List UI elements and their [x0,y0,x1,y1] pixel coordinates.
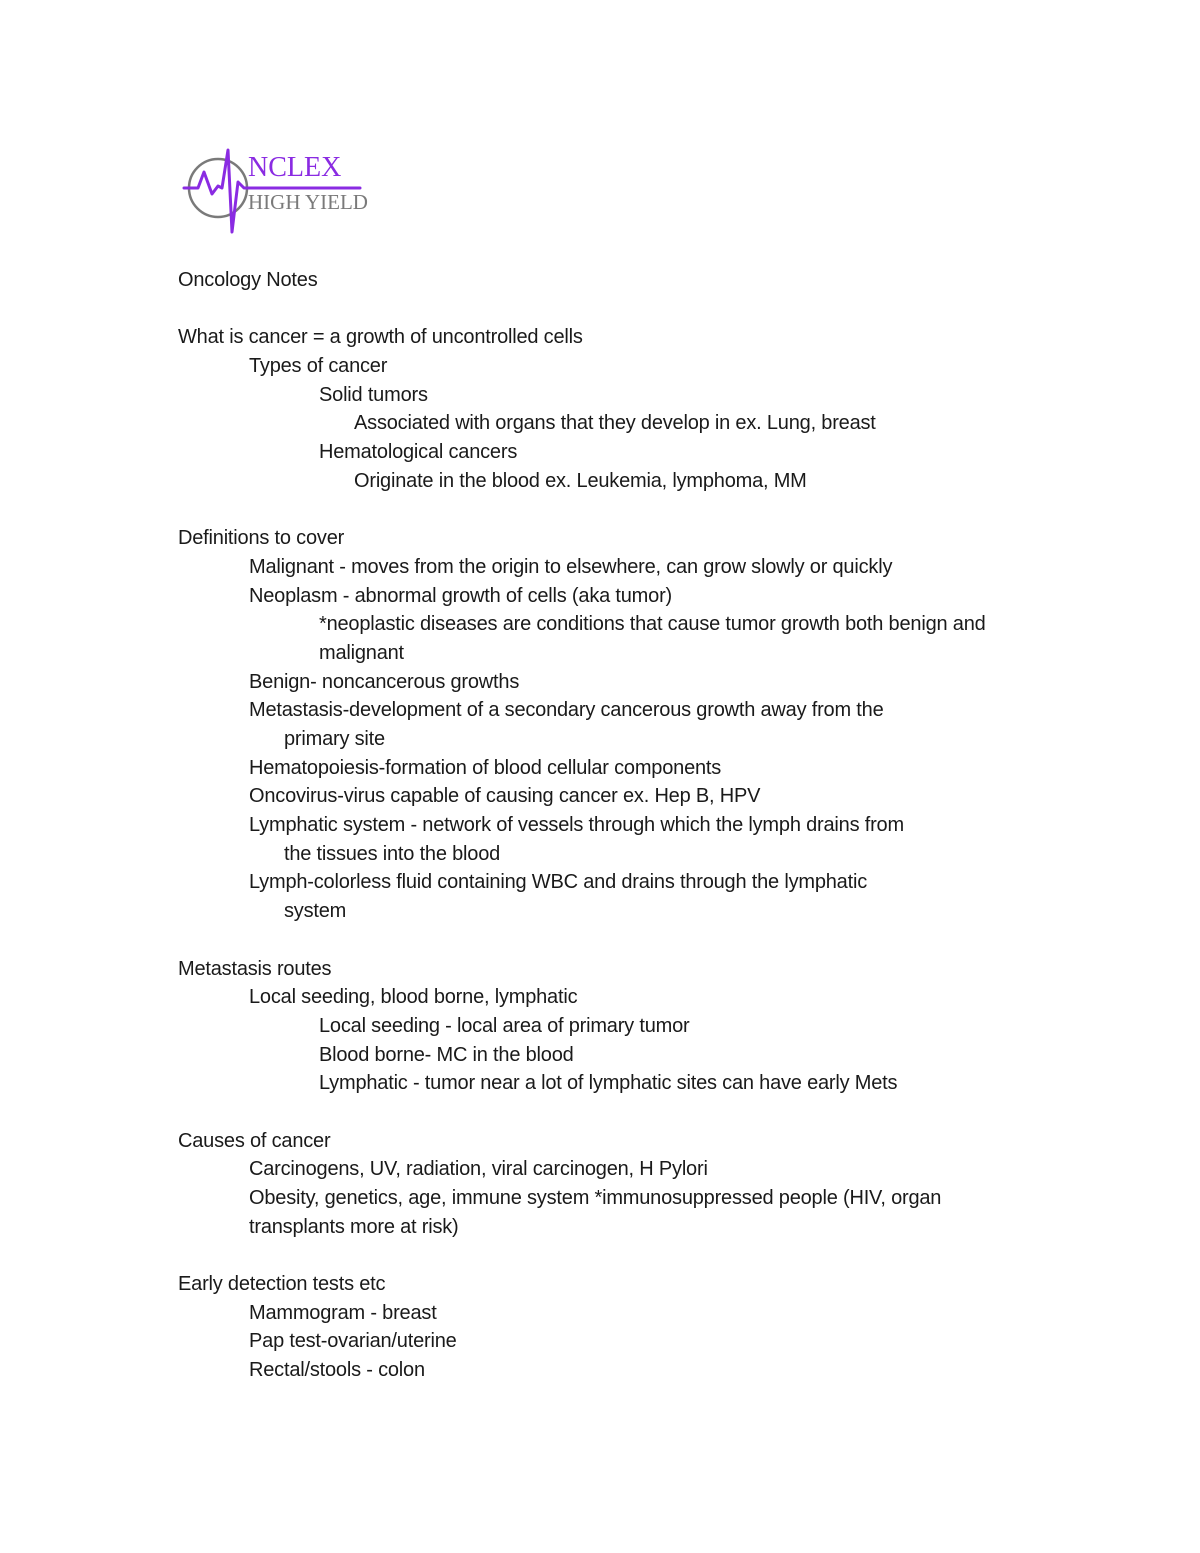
heartbeat-logo-icon [180,142,400,242]
list-item: Obesity, genetics, age, immune system *immunosuppressed people (HIV, organ [249,1187,942,1209]
list-item: transplants more at risk) [249,1215,459,1238]
list-item: Solid tumors [319,383,428,406]
list-item: Lymphatic - tumor near a lot of lymphatic sites can have early Mets [319,1072,898,1095]
list-item: Originate in the blood ex. Leukemia, lymphoma, MM [354,469,807,492]
list-item: primary site [284,728,385,750]
list-item: Pap test-ovarian/uterine [249,1330,457,1353]
nclex-high-yield-logo [180,142,400,242]
list-item: Oncovirus-virus capable of causing cancer ex. Hep B, HPV [249,785,761,808]
logo-high-yield-text: HIGH YIELD [248,190,368,214]
section-heading-cancer: What is cancer = a growth of uncontrolled cells [178,326,583,349]
list-item: Types of cancer [249,355,388,378]
list-item: Hematological cancers [319,441,518,464]
list-item: Local seeding - local area of primary tumor [319,1014,690,1037]
list-item: Neoplasm - abnormal growth of cells (aka tumor) [249,584,672,607]
list-item: Metastasis-development of a secondary cancerous growth away from the [249,699,884,722]
list-item: Blood borne- MC in the blood [319,1043,574,1066]
list-item: *neoplastic diseases are conditions that cause tumor growth both benign and [319,613,986,636]
section-heading-definitions: Definitions to cover [178,527,345,550]
list-item: Hematopoiesis-formation of blood cellular components [249,756,722,779]
section-heading-routes: Metastasis routes [178,957,332,980]
page-title: Oncology Notes [178,269,318,291]
list-item: Malignant - moves from the origin to elsewhere, can grow slowly or quickly [249,555,893,578]
section-heading-causes: Causes of cancer [178,1129,331,1152]
section-heading-detection: Early detection tests etc [178,1273,386,1296]
list-item: Carcinogens, UV, radiation, viral carcinogen, H Pylori [249,1158,708,1181]
notes-content [178,266,1078,1385]
list-item: Lymph-colorless fluid containing WBC and drains through the lymphatic [249,871,867,894]
list-item: Rectal/stools - colon [249,1359,425,1382]
list-item: Lymphatic system - network of vessels through which the lymph drains from [249,814,904,837]
list-item: Benign- noncancerous growths [249,670,520,693]
logo-nclex-text: NCLEX [248,152,342,183]
list-item: the tissues into the blood [284,842,501,865]
list-item: Associated with organs that they develop in ex. Lung, breast [354,412,876,435]
list-item: malignant [319,641,404,664]
list-item: system [284,900,347,923]
list-item: Mammogram - breast [249,1301,437,1324]
list-item: Local seeding, blood borne, lymphatic [249,986,578,1009]
